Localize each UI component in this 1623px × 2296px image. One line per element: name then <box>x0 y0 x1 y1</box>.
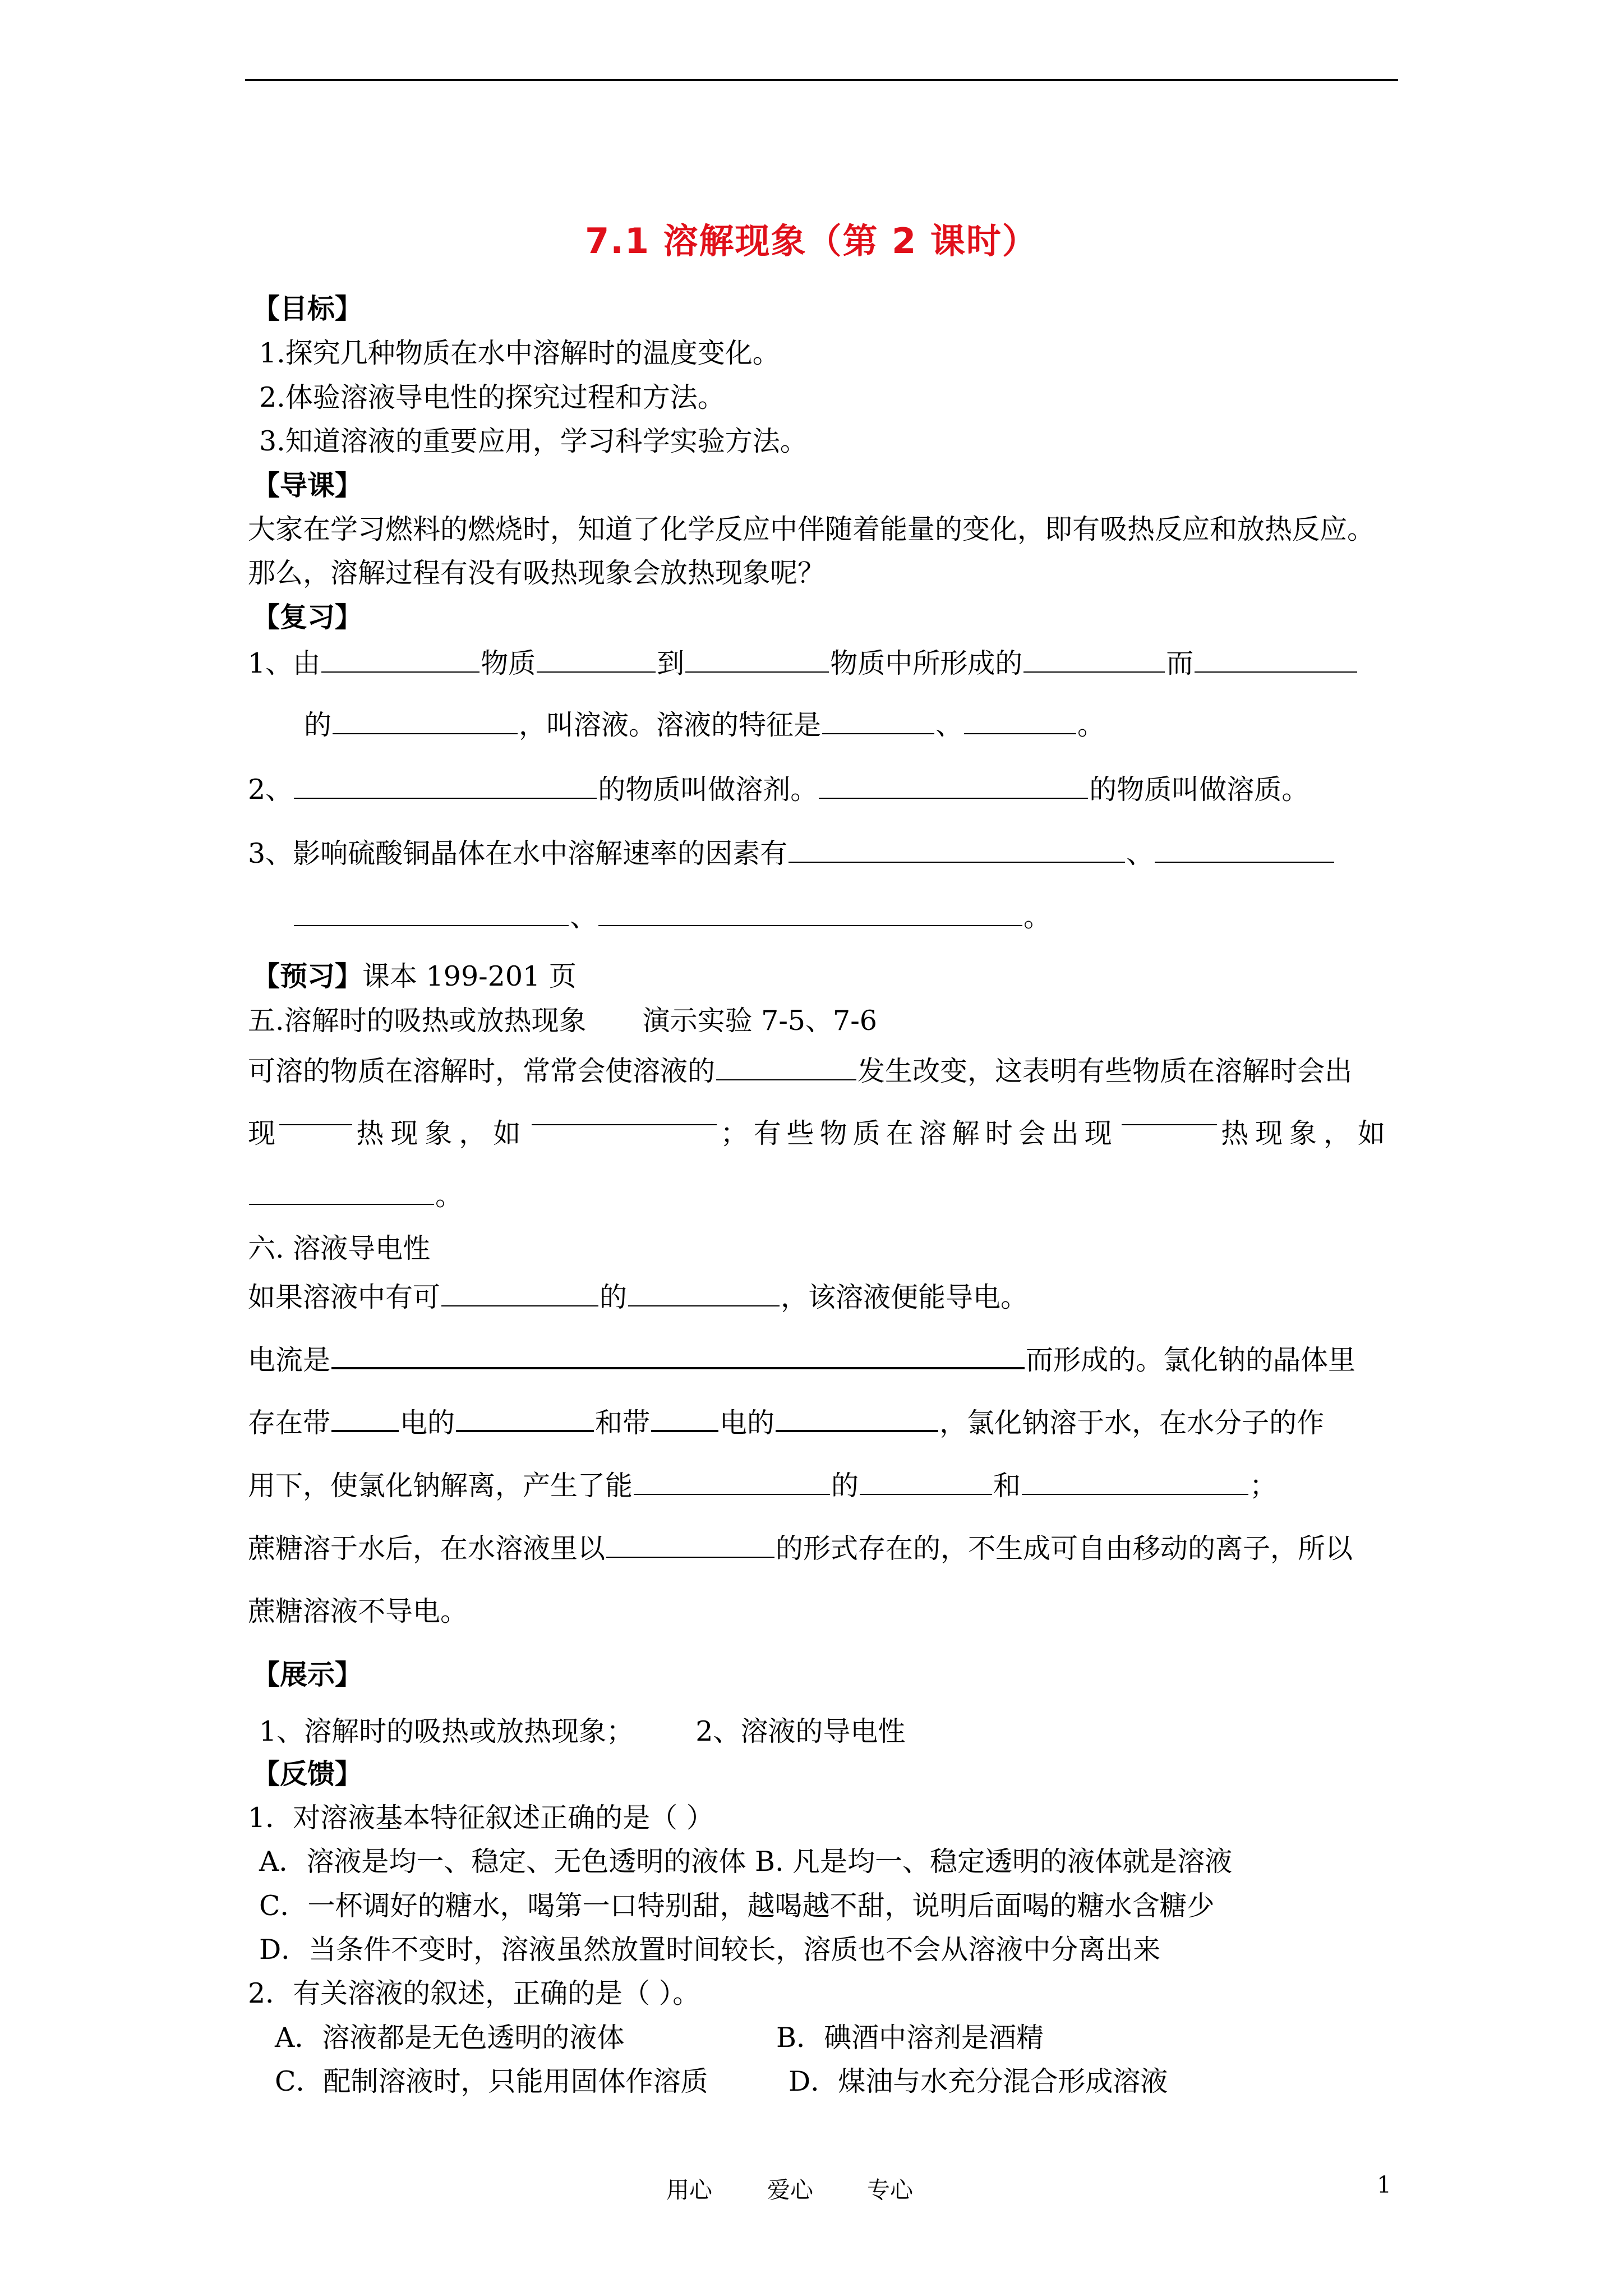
fill-blank[interactable] <box>598 921 1022 926</box>
text: 物质 <box>481 647 536 679</box>
review-q3-line2 <box>293 903 1051 931</box>
text: 物质中所形成的 <box>830 647 1023 679</box>
conduct-line3 <box>248 1409 1324 1437</box>
text: ；有些物质在溶解时会出现 <box>720 1117 1118 1149</box>
fill-blank[interactable] <box>1155 857 1334 863</box>
text: 电的 <box>720 1407 775 1439</box>
text: 的物质叫做溶剂。 <box>598 774 818 806</box>
q2-option-d: D．煤油与水充分混合形成溶液 <box>789 2065 1168 2097</box>
section-5-demo: 演示实验 7-5、7-6 <box>642 1005 877 1037</box>
review-heading: 【复习】 <box>252 601 363 633</box>
goal-item: 3.知道溶液的重要应用，学习科学实验方法。 <box>259 425 808 457</box>
q1-option-c: C．一杯调好的糖水，喝第一口特别甜，越喝越不甜，说明后面喝的糖水含糖少 <box>259 1890 1215 1922</box>
footer-word: 专心 <box>867 2177 913 2203</box>
text: ，该溶液便能导电。 <box>781 1281 1029 1313</box>
text: ，叫溶液。溶液的特征是 <box>519 709 822 741</box>
question-1: 1．对溶液基本特征叙述正确的是（ ） <box>248 1802 714 1834</box>
preview-pages: 课本 199-201 页 <box>362 960 577 992</box>
text: 和 <box>993 1470 1021 1502</box>
fill-blank[interactable] <box>634 1489 830 1495</box>
text: 电的 <box>400 1407 455 1439</box>
text: 用下，使氯化钠解离，产生了能 <box>248 1470 633 1502</box>
fill-blank[interactable] <box>685 667 829 673</box>
review-q1-line1 <box>248 647 1358 679</box>
q1-options-ab: A．溶液是均一、稳定、无色透明的液体 B. 凡是均一、稳定透明的液体就是溶液 <box>259 1846 1233 1878</box>
text: 1、由 <box>248 647 321 679</box>
fill-blank[interactable] <box>321 667 479 673</box>
text: 而形成的。氯化钠的晶体里 <box>1026 1344 1356 1376</box>
show-items <box>259 1715 906 1747</box>
fill-blank[interactable] <box>651 1425 718 1432</box>
fill-blank[interactable] <box>331 1425 399 1432</box>
show-item: 2、溶液的导电性 <box>695 1715 906 1747</box>
text: 存在带 <box>248 1407 331 1439</box>
preview-p3 <box>248 1180 463 1212</box>
preview-p2 <box>248 1117 1392 1149</box>
intro-line: 那么，溶解过程有没有吸热现象会放热现象呢？ <box>248 557 826 589</box>
text: ； <box>1249 1470 1278 1502</box>
section-5-line <box>248 1005 877 1037</box>
conduct-line1 <box>248 1283 1028 1311</box>
text: 的形式存在的，不生成可自由移动的离子，所以 <box>776 1533 1353 1565</box>
text: 电流是 <box>248 1344 331 1376</box>
goal-item: 1.探究几种物质在水中溶解时的温度变化。 <box>259 337 780 369</box>
text: 的 <box>304 709 332 741</box>
question-2: 2．有关溶液的叙述，正确的是（ ）。 <box>248 1977 700 2009</box>
text: 热现象，如 <box>1220 1117 1392 1149</box>
text: 热现象，如 <box>356 1117 528 1149</box>
review-q1-line2 <box>304 711 1105 739</box>
goals-heading: 【目标】 <box>252 293 363 325</box>
q1-option-d: D．当条件不变时，溶液虽然放置时间较长，溶质也不会从溶液中分离出来 <box>259 1934 1161 1966</box>
text: 现 <box>248 1117 276 1149</box>
text: 的 <box>831 1470 859 1502</box>
text: 、 <box>935 709 963 741</box>
fill-blank[interactable] <box>789 857 1125 863</box>
preview-header-line <box>252 960 577 992</box>
fill-blank[interactable] <box>1022 1489 1248 1495</box>
footer-word: 爱心 <box>767 2177 813 2203</box>
intro-line: 大家在学习燃料的燃烧时，知道了化学反应中伴随着能量的变化，即有吸热反应和放热反应。 <box>248 513 1375 545</box>
text: 、 <box>1126 838 1154 869</box>
fill-blank[interactable] <box>279 1120 352 1125</box>
text: 到 <box>657 647 685 679</box>
fill-blank[interactable] <box>294 793 597 799</box>
show-heading: 【展示】 <box>252 1659 363 1691</box>
fill-blank[interactable] <box>860 1489 992 1495</box>
section-6-title: 六. 溶液导电性 <box>248 1232 431 1264</box>
preview-heading: 【预习】 <box>252 960 363 992</box>
show-item: 1、溶解时的吸热或放热现象； <box>259 1715 634 1747</box>
feedback-heading: 【反馈】 <box>252 1758 363 1790</box>
fill-blank[interactable] <box>964 729 1076 734</box>
page-title: 7.1 溶解现象（第 2 课时） <box>585 220 1038 261</box>
goal-item: 2.体验溶液导电性的探究过程和方法。 <box>259 381 725 413</box>
text: 3、影响硫酸铜晶体在水中溶解速率的因素有 <box>248 838 788 869</box>
preview-p1 <box>248 1057 1352 1085</box>
conduct-line4 <box>248 1470 1278 1502</box>
review-q2 <box>248 774 1310 806</box>
fill-blank[interactable] <box>333 729 518 734</box>
text: 发生改变，这表明有些物质在溶解时会出 <box>857 1055 1353 1087</box>
fill-blank[interactable] <box>1122 1120 1217 1125</box>
fill-blank[interactable] <box>606 1552 774 1558</box>
intro-heading: 【导课】 <box>252 470 363 501</box>
fill-blank[interactable] <box>441 1301 598 1306</box>
conduct-line2 <box>248 1346 1355 1374</box>
text: 。 <box>1077 709 1105 741</box>
text: 可溶的物质在溶解时，常常会使溶液的 <box>248 1055 716 1087</box>
fill-blank[interactable] <box>294 921 569 926</box>
text: ，氯化钠溶于水，在水分子的作 <box>939 1407 1325 1439</box>
q2-option-c: C．配制溶液时，只能用固体作溶质 <box>275 2065 708 2097</box>
text: 、 <box>570 901 598 933</box>
fill-blank[interactable] <box>331 1363 1025 1369</box>
text: 2、 <box>248 774 293 806</box>
fill-blank[interactable] <box>628 1301 780 1306</box>
conduct-line6: 蔗糖溶液不导电。 <box>248 1595 468 1627</box>
text: 如果溶液中有可 <box>248 1281 441 1313</box>
conduct-line5 <box>248 1533 1353 1565</box>
q2-option-a: A．溶液都是无色透明的液体 <box>275 2022 625 2054</box>
fill-blank[interactable] <box>532 1120 717 1125</box>
text: 的物质叫做溶质。 <box>1089 774 1310 806</box>
fill-blank[interactable] <box>456 1425 594 1432</box>
text: 而 <box>1166 647 1194 679</box>
fill-blank[interactable] <box>822 729 934 734</box>
text: 的 <box>600 1281 628 1313</box>
fill-blank[interactable] <box>819 793 1088 799</box>
review-q3-line1 <box>248 840 1335 867</box>
text: 。 <box>435 1180 463 1212</box>
fill-blank[interactable] <box>1023 667 1165 673</box>
fill-blank[interactable] <box>537 667 656 673</box>
fill-blank[interactable] <box>776 1425 938 1432</box>
fill-blank[interactable] <box>1195 667 1357 673</box>
text: 和带 <box>595 1407 651 1439</box>
fill-blank[interactable] <box>249 1199 434 1205</box>
header-rule <box>245 79 1398 81</box>
footer-word: 用心 <box>666 2177 712 2203</box>
q2-option-b: B．碘酒中溶剂是酒精 <box>776 2022 1044 2054</box>
section-5-title: 五.溶解时的吸热或放热现象 <box>248 1005 587 1037</box>
text: 。 <box>1023 901 1052 933</box>
page-number: 1 <box>1377 2171 1392 2198</box>
fill-blank[interactable] <box>716 1075 856 1080</box>
text: 蔗糖溶于水后，在水溶液里以 <box>248 1533 606 1565</box>
